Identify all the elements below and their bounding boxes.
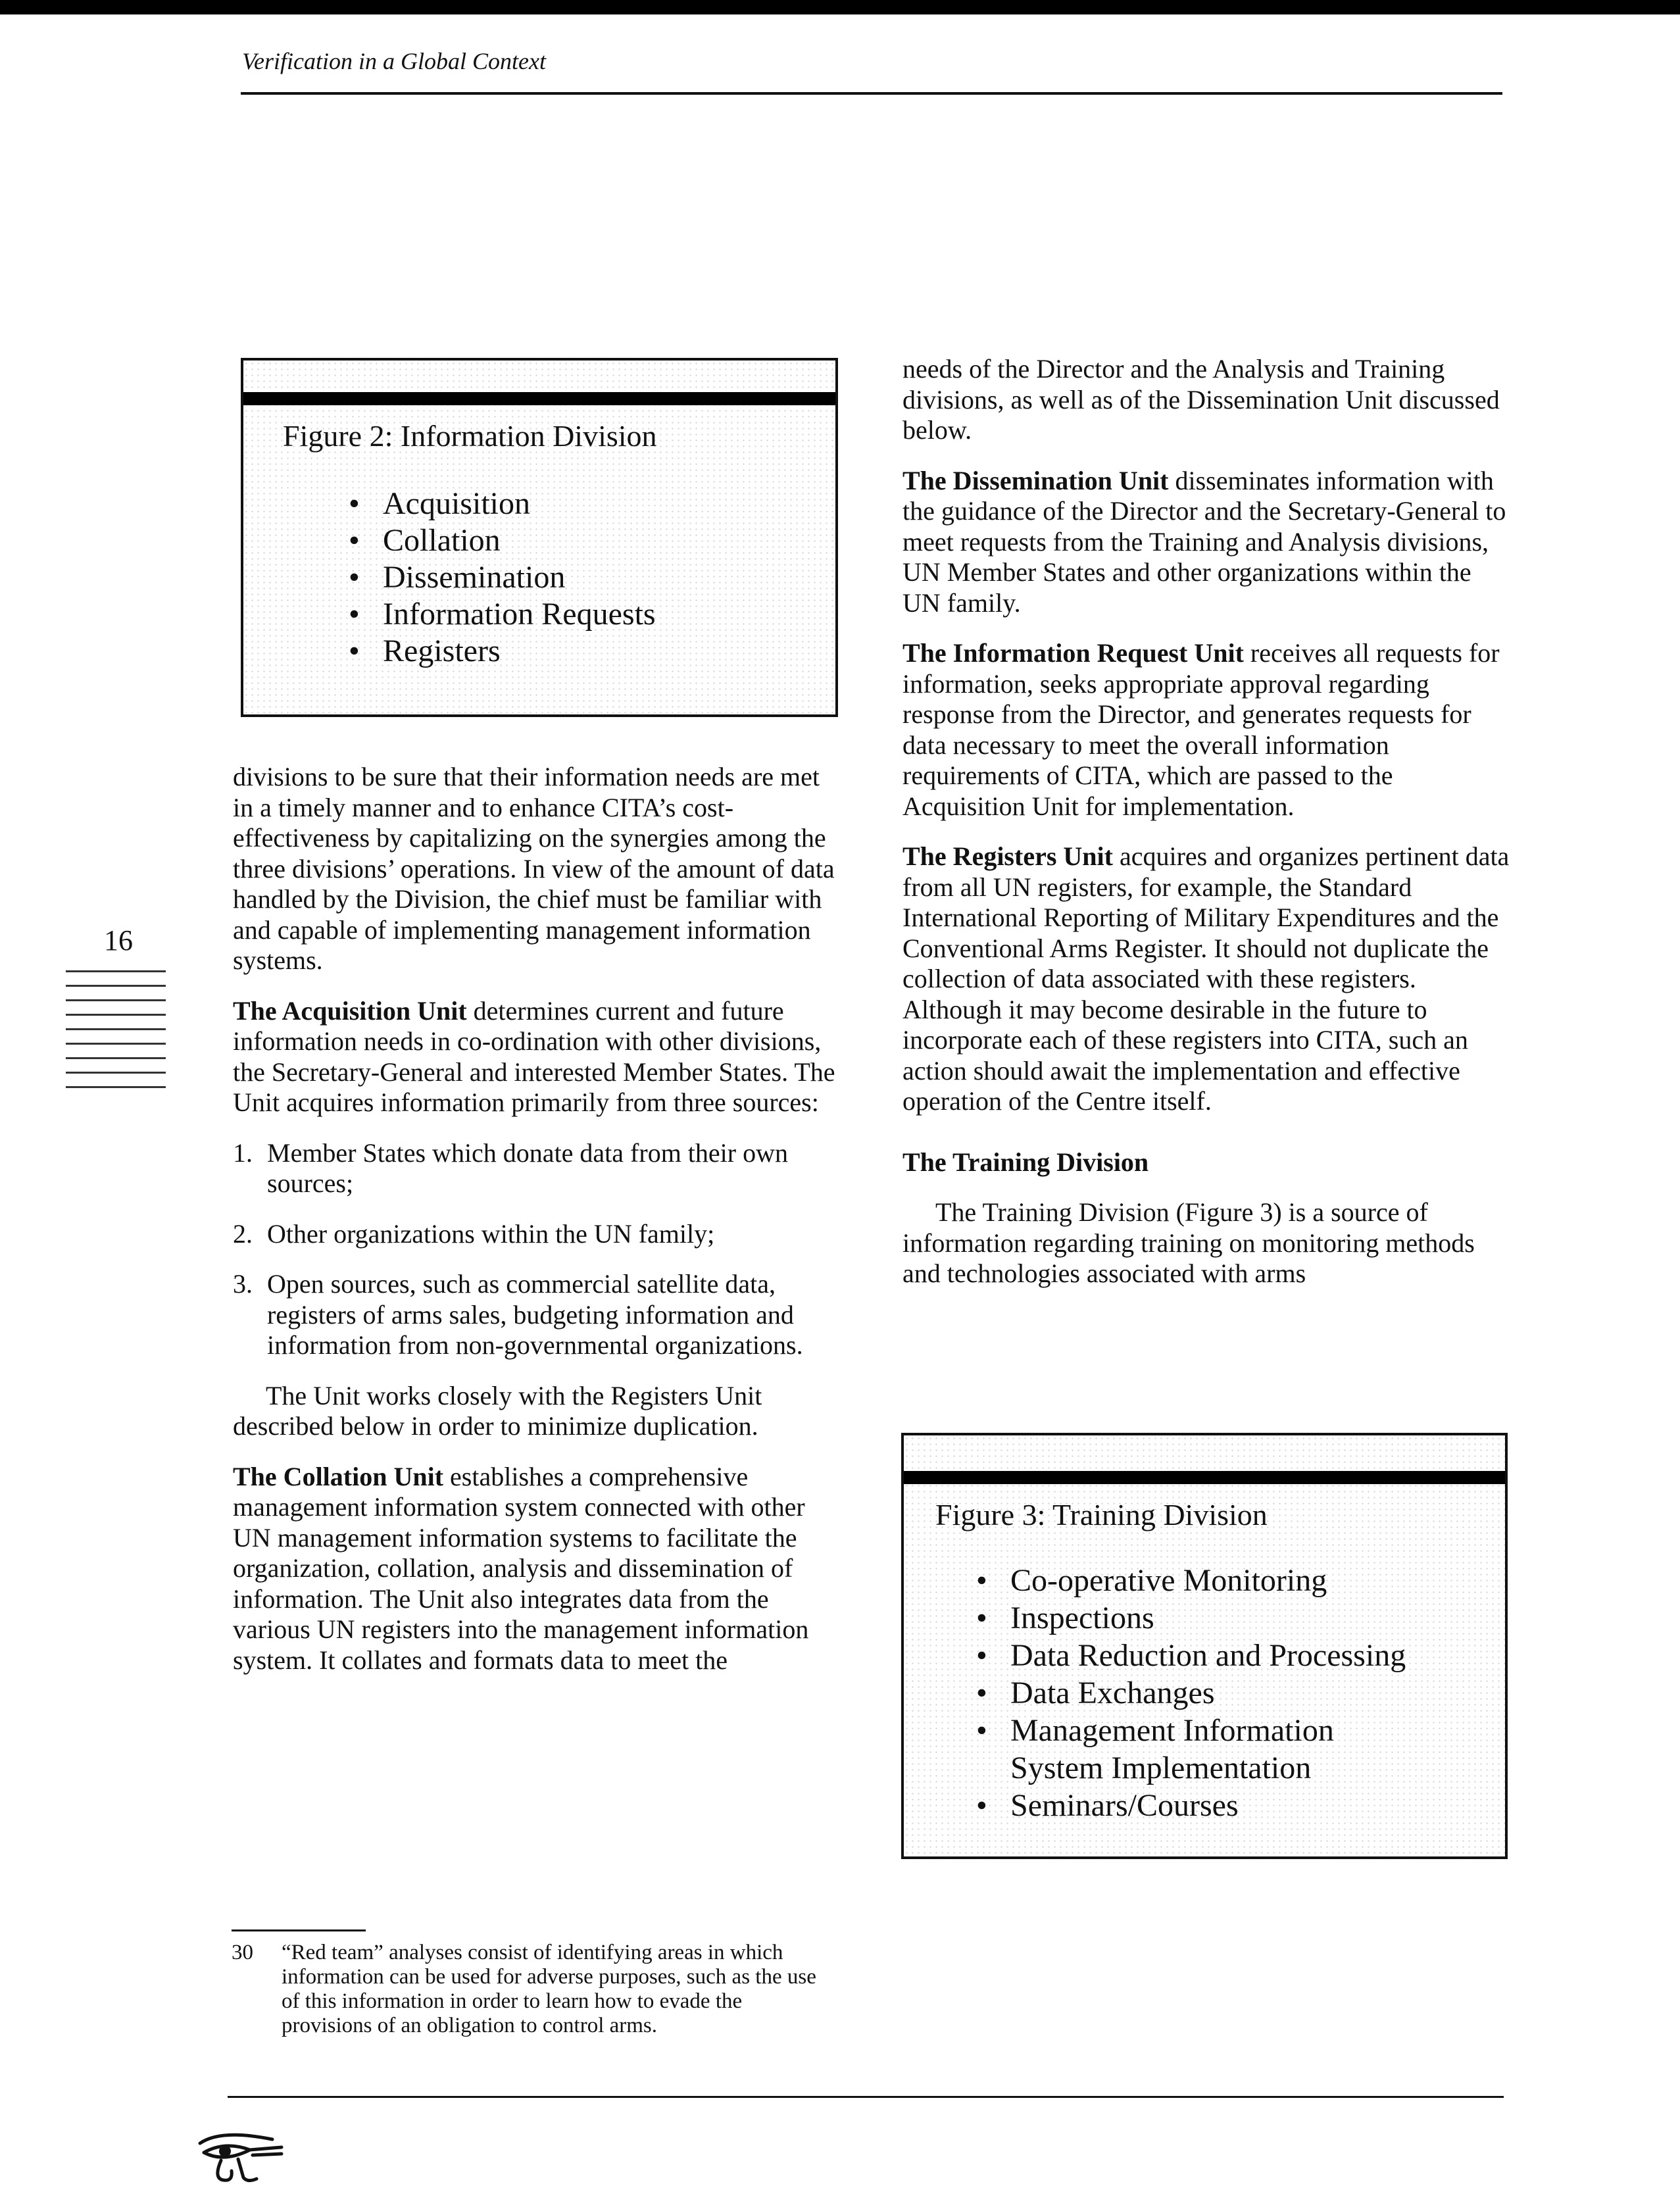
figure-3-box <box>901 1433 1508 1859</box>
dissemination-paragraph <box>902 466 1512 619</box>
list-number: 1. <box>233 1137 253 1168</box>
figure-2-box <box>241 358 838 717</box>
acquisition-lead: The Acquisition Unit <box>233 995 467 1026</box>
figure-3-list <box>976 1562 1496 1824</box>
right-column <box>902 354 1512 1289</box>
list-number: 2. <box>233 1218 253 1249</box>
top-edge-bar <box>0 0 1680 14</box>
dissemination-text: disseminates information with the guidance of the Director and the Secretary-General to meet requests from the Training and Analysis divisions, UN Member States and other organizations within the UN family. <box>902 465 1506 618</box>
registers-lead: The Registers Unit <box>902 841 1113 871</box>
registers-text: acquires and organizes pertinent data from all UN registers, for example, the Standard International Reporting of Military Expenditures and the Conventional Arms Register. It should not duplicate the collection of data associated with these registers. Although it may become desirable in the future to incorporate each of these registers into CITA, such an action should await the implementation and effective operation of the Centre itself. <box>902 841 1510 1116</box>
list-item: • Co-operative Monitoring <box>976 1562 1496 1599</box>
margin-lines <box>66 970 166 1101</box>
information-request-paragraph <box>902 638 1512 822</box>
footnote <box>232 1941 837 2038</box>
list-item: • Collation <box>349 522 656 559</box>
collation-lead: The Collation Unit <box>233 1461 444 1491</box>
footnote-text: “Red team” analyses consist of identifying areas in which information can be used for adverse purposes, such as the use of this information in order to learn how to evade the provisions of an obligation to control arms. <box>282 1941 816 2037</box>
figure-3-title: Figure 3: Training Division <box>935 1498 1268 1531</box>
footnote-rule <box>232 1929 366 1931</box>
acquisition-text: determines current and future information needs in co-ordination with other divisions, the Secretary-General and interested Member States. The Unit acquires information primarily from three sources: <box>233 995 835 1117</box>
list-item: • Data Exchanges <box>976 1674 1496 1712</box>
source-item-2 <box>233 1219 839 1250</box>
eye-of-horus-icon <box>195 2125 287 2184</box>
list-text: Other organizations within the UN family; <box>267 1218 715 1249</box>
running-header: Verification in a Global Context <box>242 48 546 74</box>
list-text: Open sources, such as commercial satellite data, registers of arms sales, budgeting information and information from non-governmental organizations. <box>267 1269 803 1360</box>
list-item: • Acquisition <box>349 485 656 522</box>
list-item: • Information Requests <box>349 596 656 633</box>
unit-paragraph: The Unit works closely with the Registers Unit described below in order to minimize duplication. <box>233 1380 762 1441</box>
header-rule <box>241 92 1502 95</box>
footer-rule <box>228 2096 1504 2098</box>
source-item-1 <box>233 1138 839 1199</box>
acquisition-paragraph <box>233 996 839 1118</box>
page-number: 16 <box>104 924 133 957</box>
list-text: Member States which donate data from their own sources; <box>267 1137 788 1198</box>
section-heading: The Training Division <box>902 1147 1149 1177</box>
collation-text: establishes a comprehensive management information system connected with other UN management information systems to facilitate the organization, collation, analysis and dissemination of information. The Unit also integrates data from the various UN registers into the management information system. It collates and formats data to meet the <box>233 1461 809 1675</box>
list-number: 3. <box>233 1269 253 1299</box>
registers-paragraph <box>902 841 1512 1117</box>
figure-2-list <box>349 485 656 670</box>
list-item: • Dissemination <box>349 559 656 596</box>
information-request-text: receives all requests for information, seeks appropriate approval regarding response from the Director, and generates requests for data necessary to meet the overall information requirements of CITA, which are passed to the Acquisition Unit for implementation. <box>902 638 1500 821</box>
information-request-lead: The Information Request Unit <box>902 638 1244 668</box>
list-item: • Inspections <box>976 1599 1496 1637</box>
figure-2-title: Figure 2: Information Division <box>283 419 657 453</box>
collation-paragraph <box>233 1462 839 1676</box>
left-column <box>233 762 839 1676</box>
figure-3-bar <box>904 1471 1505 1484</box>
continued-paragraph: needs of the Director and the Analysis and Training divisions, as well as of the Dissemination Unit discussed below. <box>902 354 1500 445</box>
dissemination-lead: The Dissemination Unit <box>902 465 1169 495</box>
list-item: • Data Reduction and Processing <box>976 1637 1496 1674</box>
list-item: • Seminars/Courses <box>976 1787 1496 1824</box>
footnote-number: 30 <box>232 1941 253 1964</box>
list-item: • Management Information System Implementation <box>976 1712 1379 1787</box>
source-item-3 <box>233 1269 839 1361</box>
list-item: • Registers <box>349 633 656 670</box>
figure-2-bar <box>243 392 835 405</box>
body-paragraph: divisions to be sure that their information needs are met in a timely manner and to enhance CITA’s cost-effectiveness by capitalizing on the synergies among the three divisions’ operations. In view of the amount of data handled by the Division, the chief must be familiar with and capable of implementing management information systems. <box>233 762 835 975</box>
training-paragraph: The Training Division (Figure 3) is a source of information regarding training on monitoring methods and technologies associated with arms <box>902 1197 1475 1288</box>
